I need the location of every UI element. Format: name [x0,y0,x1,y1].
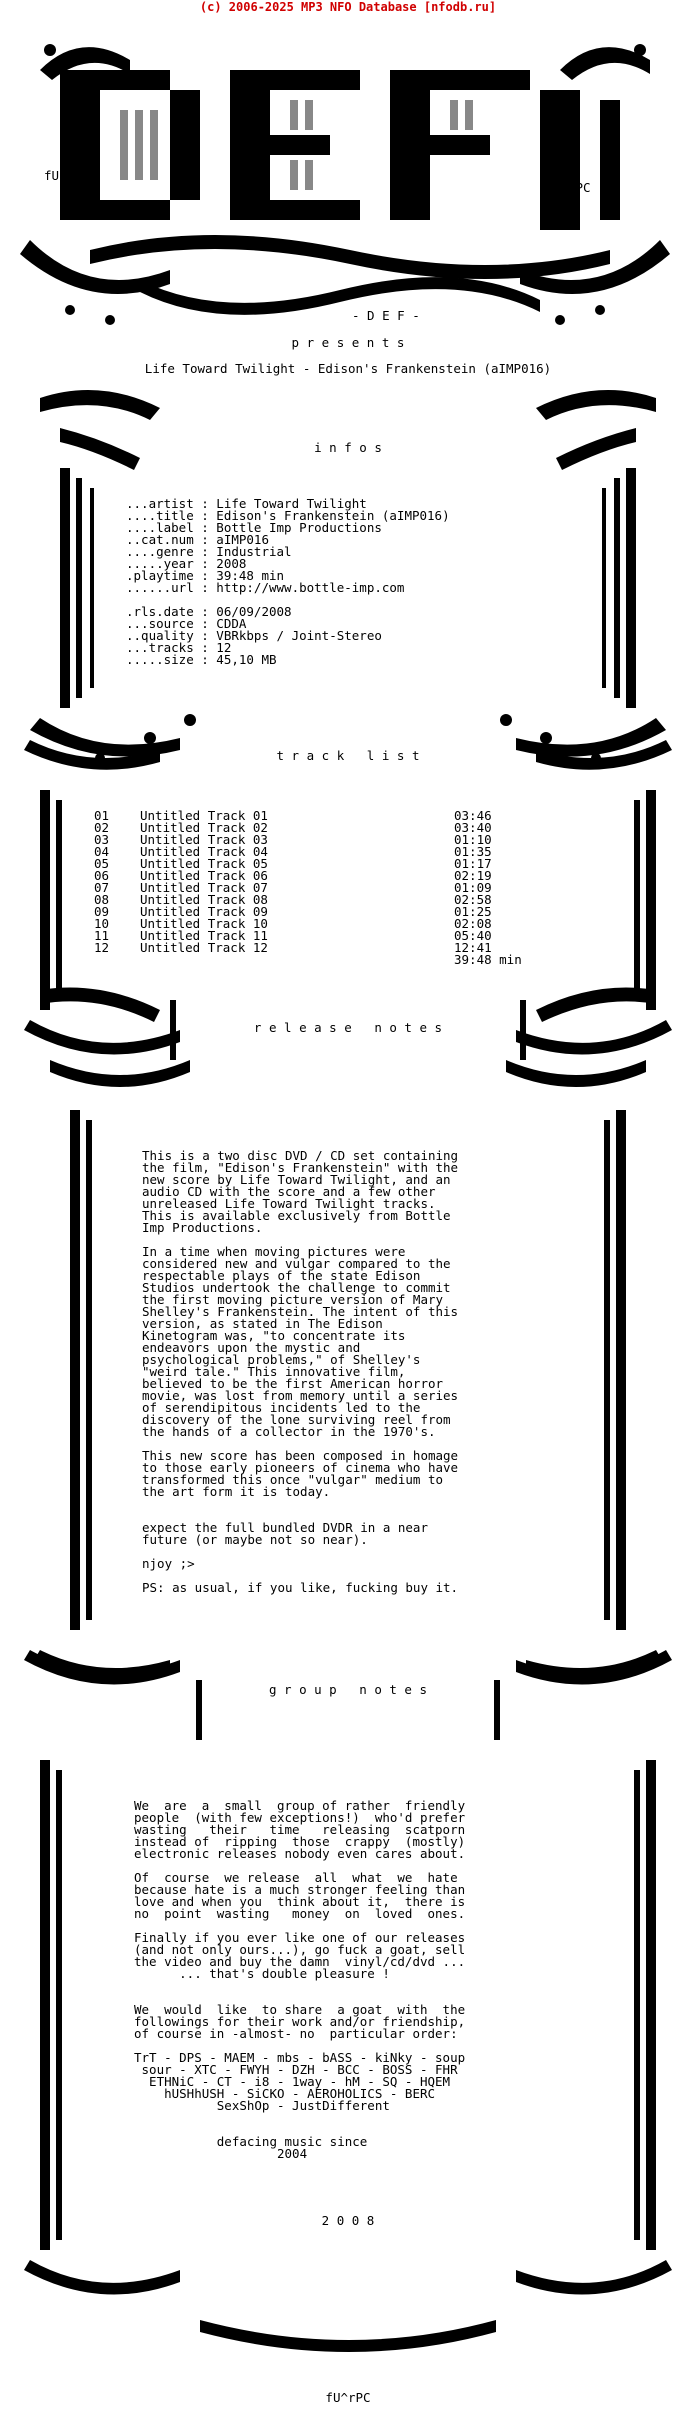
release-notes-text: This is a two disc DVD / CD set containing the film, "Edison's Frankenstein" with the new score by Life Toward Twilight, and an audio CD with the score and a few other unreleased Life Toward Twilight tracks. This is available exclusively from Bottle Imp Productions. In a time when moving pictures were considered new and vulgar compared to the respectable plays of the state Edison Studios undertook the challenge to commit the first moving picture version of Mary Shelley's Frankenstein. The intent of this version, as stated in The Edison Kinetogram was, "to concentrate its endeavors upon the mystic and psychological problems," of Shelley's "weird tale." This innovative film, believed to be the first American horror movie, was lost from memory until a series of serendipitous incidents led to the discovery of the lone surviving reel from the hands of a collector in the 1970's. This new score has been composed in homage to those early pioneers of cinema who have transformed this once "vulgar" medium to the art form it is today. expect the full bundled DVDR in a near future (or maybe not so near). njoy ;> PS: as usual, if you like, fucking buy it. [142,1148,459,1595]
info-line: .playtime : 39:48 min [126,568,285,583]
info-line: .rls.date : 06/09/2008 [126,604,292,619]
track-title: Untitled Track 06 [140,868,268,883]
tracklist-heading: t r a c k l i s t [276,748,420,763]
track-number: 09 [94,904,110,919]
def-logo-art [0,20,696,340]
track-duration: 03:40 [454,820,492,835]
infos-heading: i n f o s [314,440,382,455]
track-title: Untitled Track 01 [140,808,268,823]
track-duration: 01:17 [454,856,492,871]
info-line: .....size : 45,10 MB [126,652,277,667]
info-line: ......url : http://www.bottle-imp.com [126,580,405,595]
tracklist-table [94,810,534,954]
release-title: Life Toward Twilight - Edison's Frankenstein (aIMP016) [144,361,552,376]
track-number: 10 [94,916,110,931]
release-notes-heading: r e l e a s e n o t e s [253,1020,443,1035]
group-notes-text: We are a small group of rather friendly people (with few exceptions!) who'd prefer wasting their time releasing scatporn instead of ripping those crappy (mostly) electronic releases nobody even cares about. Of course we release all what we hate because hate is a much stronger feeling than love and when you think about it, there is no point wasting money on loved ones. Finally if you ever like one of our releases (and not only ours...), go fuck a goat, sell the video and buy the damn vinyl/cd/dvd ... ... that's double pleasure ! We would like to share a goat with the followings for their work and/or friendship, of course in -almost- no particular order: TrT - DPS - MAEM - mbs - bASS - kiNky - soup sour - XTC - FWYH - DZH - BCC - BOSS - FHR ETHNiC - CT - i8 - 1way - hM - SQ - HQEM hUSHhUSH - SiCKO - AEROHOLICS - BERC SexShOp - JustDifferent defacing music since 2004 [134,1798,466,2161]
track-title: Untitled Track 02 [140,820,268,835]
info-line: ....label : Bottle Imp Productions [126,520,382,535]
track-duration: 01:09 [454,880,492,895]
track-duration: 03:46 [454,808,492,823]
track-title: Untitled Track 07 [140,880,268,895]
info-line: ..quality : VBRkbps / Joint-Stereo [126,628,382,643]
track-number: 02 [94,820,110,835]
track-duration: 05:40 [454,928,492,943]
info-line: ...artist : Life Toward Twilight [126,496,367,511]
track-duration: 02:08 [454,916,492,931]
track-number: 03 [94,832,110,847]
logo-group-tag: - D E F - [352,308,420,323]
track-duration: 02:19 [454,868,492,883]
track-title: Untitled Track 08 [140,892,268,907]
track-duration: 01:10 [454,832,492,847]
track-duration: 12:41 [454,940,492,955]
footer-tag: fU^rPC [325,2390,371,2405]
track-number: 04 [94,844,110,859]
track-number: 06 [94,868,110,883]
info-line: ....title : Edison's Frankenstein (aIMP016) [126,508,450,523]
track-title: Untitled Track 04 [140,844,268,859]
info-line: ....genre : Industrial [126,544,292,559]
info-line: .....year : 2008 [126,556,247,571]
track-title: Untitled Track 03 [140,832,268,847]
track-title: Untitled Track 05 [140,856,268,871]
track-duration: 01:25 [454,904,492,919]
info-line: ...tracks : 12 [126,640,232,655]
track-duration: 01:35 [454,844,492,859]
group-notes-heading: g r o u p n o t e s [268,1682,428,1697]
track-number: 11 [94,928,110,943]
track-number: 08 [94,892,110,907]
track-duration: 02:58 [454,892,492,907]
track-number: 01 [94,808,110,823]
presents-label: p r e s e n t s [291,335,405,350]
tracklist-total: 39:48 min [454,952,522,967]
track-number: 07 [94,880,110,895]
copyright-banner: (c) 2006-2025 MP3 NFO Database [nfodb.ru] [199,0,497,14]
track-title: Untitled Track 12 [140,940,268,955]
track-title: Untitled Track 11 [140,928,268,943]
logo-right-tag: rPC [568,180,591,195]
track-number: 05 [94,856,110,871]
infos-block [126,498,450,666]
track-number: 12 [94,940,110,955]
info-line: ..cat.num : aIMP016 [126,532,269,547]
logo-left-tag: fU [44,168,60,183]
track-title: Untitled Track 10 [140,916,268,931]
info-line: ...source : CDDA [126,616,247,631]
year-label: 2 0 0 8 [321,2213,375,2228]
track-title: Untitled Track 09 [140,904,268,919]
